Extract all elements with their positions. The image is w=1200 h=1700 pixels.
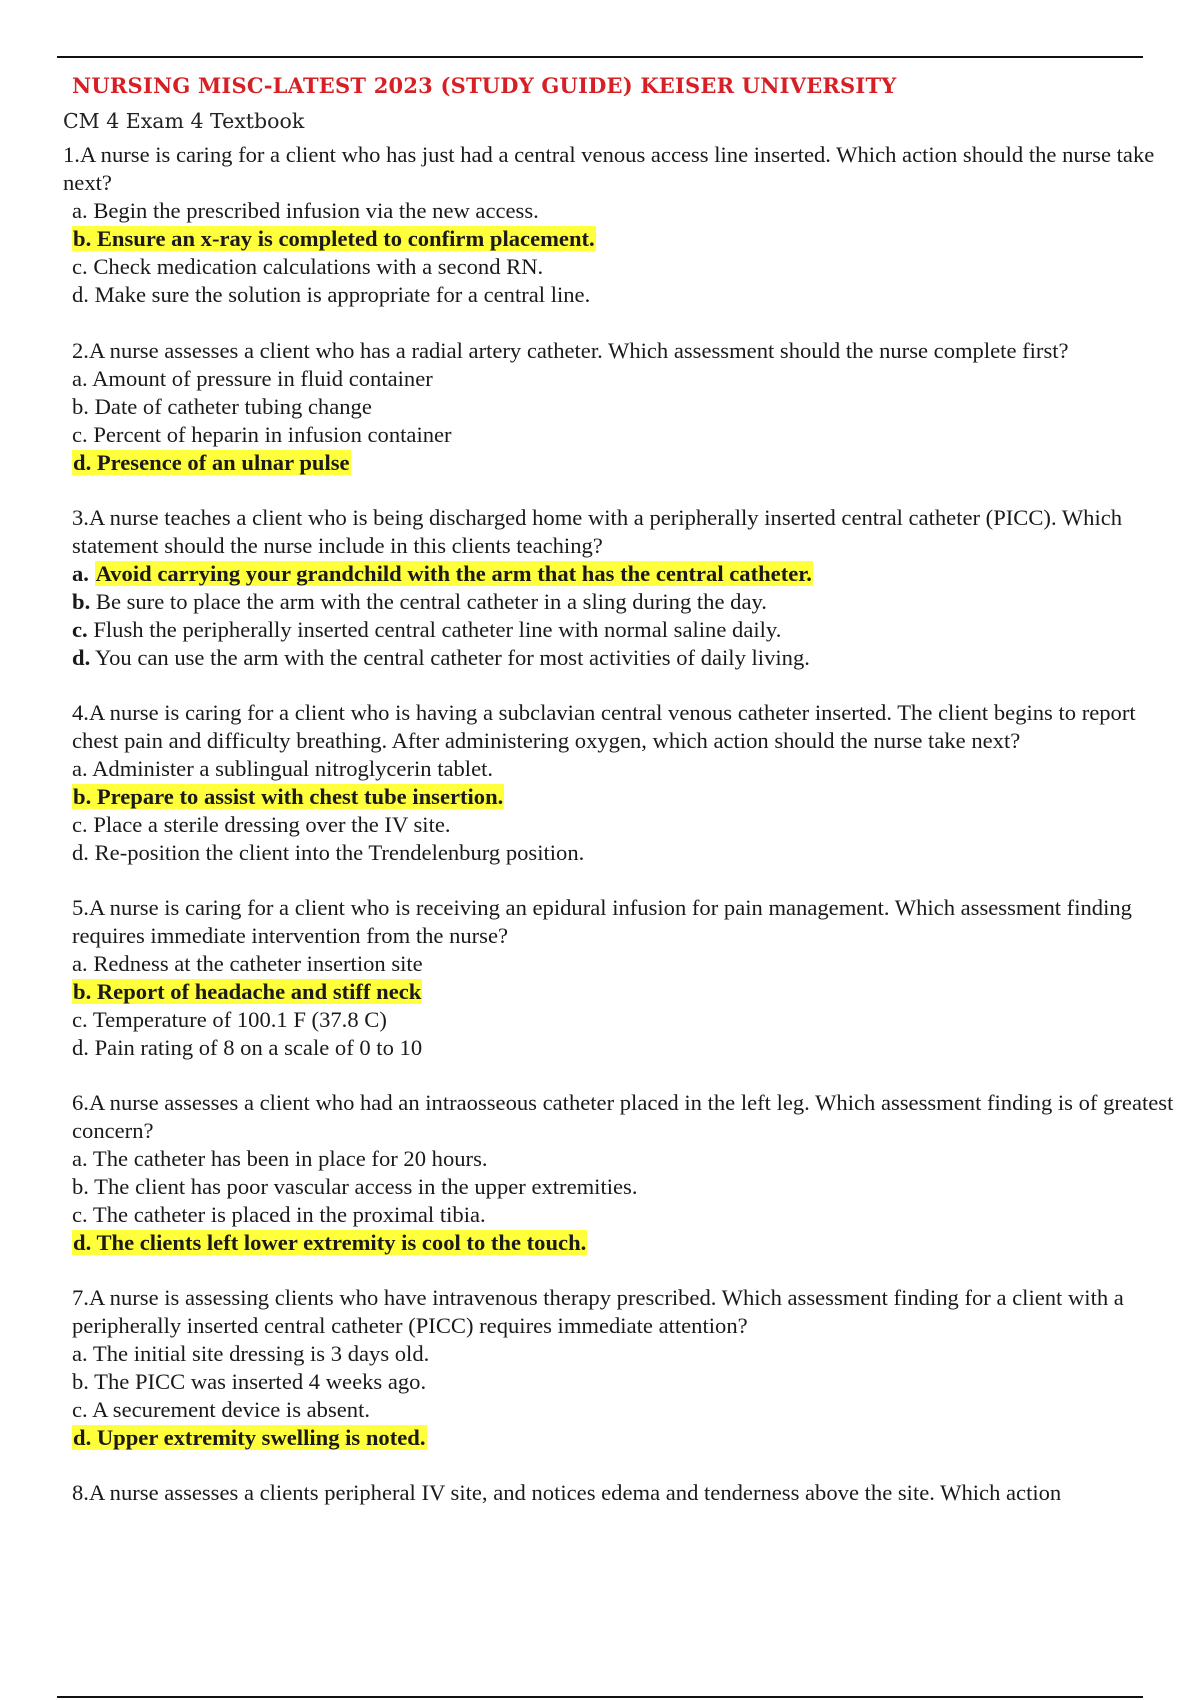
question-4 (0, 699, 1200, 867)
option-c: c. Temperature of 100.1 F (37.8 C) (72, 1007, 387, 1032)
question-stem: 5.A nurse is caring for a client who is receiving an epidural infusion for pain management. Which assessment finding requires immediate intervention from the nurse? (72, 895, 1132, 948)
question-stem: 2.A nurse assesses a client who has a radial artery catheter. Which assessment should the nurse complete first? (72, 338, 1069, 363)
option-a: a. The catheter has been in place for 20 hours. (72, 1146, 488, 1171)
option-b: b. Be sure to place the arm with the central catheter in a sling during the day. (72, 589, 767, 614)
bottom-rule (57, 1696, 1143, 1698)
question-5 (0, 894, 1200, 1062)
question-6 (0, 1089, 1200, 1257)
top-rule (57, 56, 1143, 58)
option-a: a. Begin the prescribed infusion via the new access. (72, 198, 539, 223)
option-d: d. Make sure the solution is appropriate for a central line. (72, 282, 591, 307)
highlighted-answer: d. The clients left lower extremity is cool to the touch. (73, 1230, 587, 1255)
option-d-correct (0, 1229, 1200, 1257)
question-7 (0, 1284, 1200, 1452)
option-d: d. Re-position the client into the Trendelenburg position. (72, 840, 585, 865)
question-8 (0, 1479, 1200, 1507)
option-d: d. Pain rating of 8 on a scale of 0 to 10 (72, 1035, 423, 1060)
option-a: a. The initial site dressing is 3 days old. (72, 1341, 430, 1366)
document-title: NURSING MISC-LATEST 2023 (STUDY GUIDE) KEISER UNIVERSITY (72, 73, 897, 98)
highlighted-answer: d. Upper extremity swelling is noted. (73, 1425, 426, 1450)
question-3 (0, 504, 1200, 672)
option-b-correct (0, 978, 1200, 1006)
option-d-correct (0, 1424, 1200, 1452)
option-c: c. Flush the peripherally inserted central catheter line with normal saline daily. (72, 617, 782, 642)
question-stem: 7.A nurse is assessing clients who have intravenous therapy prescribed. Which assessment finding for a client with a peripherally inserted central catheter (PICC) requires immediate attention? (72, 1285, 1124, 1338)
option-b-correct (0, 783, 1200, 811)
option-a: a. Administer a sublingual nitroglycerin tablet. (72, 756, 494, 781)
highlighted-answer: Avoid carrying your grandchild with the arm that has the central catheter. (95, 561, 812, 586)
question-stem: 4.A nurse is caring for a client who is having a subclavian central venous catheter inserted. The client begins to report chest pain and difficulty breathing. After administering oxygen, which action should the nurse take next? (72, 700, 1136, 753)
question-stem: 8.A nurse assesses a clients peripheral IV site, and notices edema and tenderness above the site. Which action (72, 1480, 1062, 1505)
option-c: c. Place a sterile dressing over the IV site. (72, 812, 451, 837)
option-d: d. You can use the arm with the central catheter for most activities of daily living. (72, 645, 810, 670)
option-b: b. The PICC was inserted 4 weeks ago. (72, 1369, 427, 1394)
question-stem: 6.A nurse assesses a client who had an intraosseous catheter placed in the left leg. Which assessment finding is of greatest concern? (72, 1090, 1174, 1143)
question-stem: 1.A nurse is caring for a client who has just had a central venous access line inserted. Which action should the nurse take next? (63, 142, 1155, 195)
highlighted-answer: b. Ensure an x-ray is completed to confirm placement. (73, 226, 595, 251)
option-c: c. Percent of heparin in infusion container (72, 422, 452, 447)
option-a: a. Amount of pressure in fluid container (72, 366, 433, 391)
question-stem: 3.A nurse teaches a client who is being discharged home with a peripherally inserted central catheter (PICC). Which statement should the nurse include in this clients teaching? (72, 505, 1123, 558)
option-b: b. The client has poor vascular access in the upper extremities. (72, 1174, 638, 1199)
question-2 (0, 337, 1200, 477)
option-b: b. Date of catheter tubing change (72, 394, 372, 419)
highlighted-answer: d. Presence of an ulnar pulse (73, 450, 350, 475)
highlighted-answer: b. Prepare to assist with chest tube insertion. (73, 784, 504, 809)
option-c: c. The catheter is placed in the proximal tibia. (72, 1202, 486, 1227)
option-b-correct (0, 225, 1200, 253)
option-a: a. Redness at the catheter insertion site (72, 951, 423, 976)
option-c: c. A securement device is absent. (72, 1397, 371, 1422)
option-c: c. Check medication calculations with a second RN. (72, 254, 544, 279)
option-d-correct (0, 449, 1200, 477)
highlighted-answer: b. Report of headache and stiff neck (73, 979, 422, 1004)
document-subtitle: CM 4 Exam 4 Textbook (63, 109, 305, 133)
question-1 (0, 141, 1200, 309)
option-a-correct: a. Avoid carrying your grandchild with the arm that has the central catheter. (72, 561, 812, 586)
